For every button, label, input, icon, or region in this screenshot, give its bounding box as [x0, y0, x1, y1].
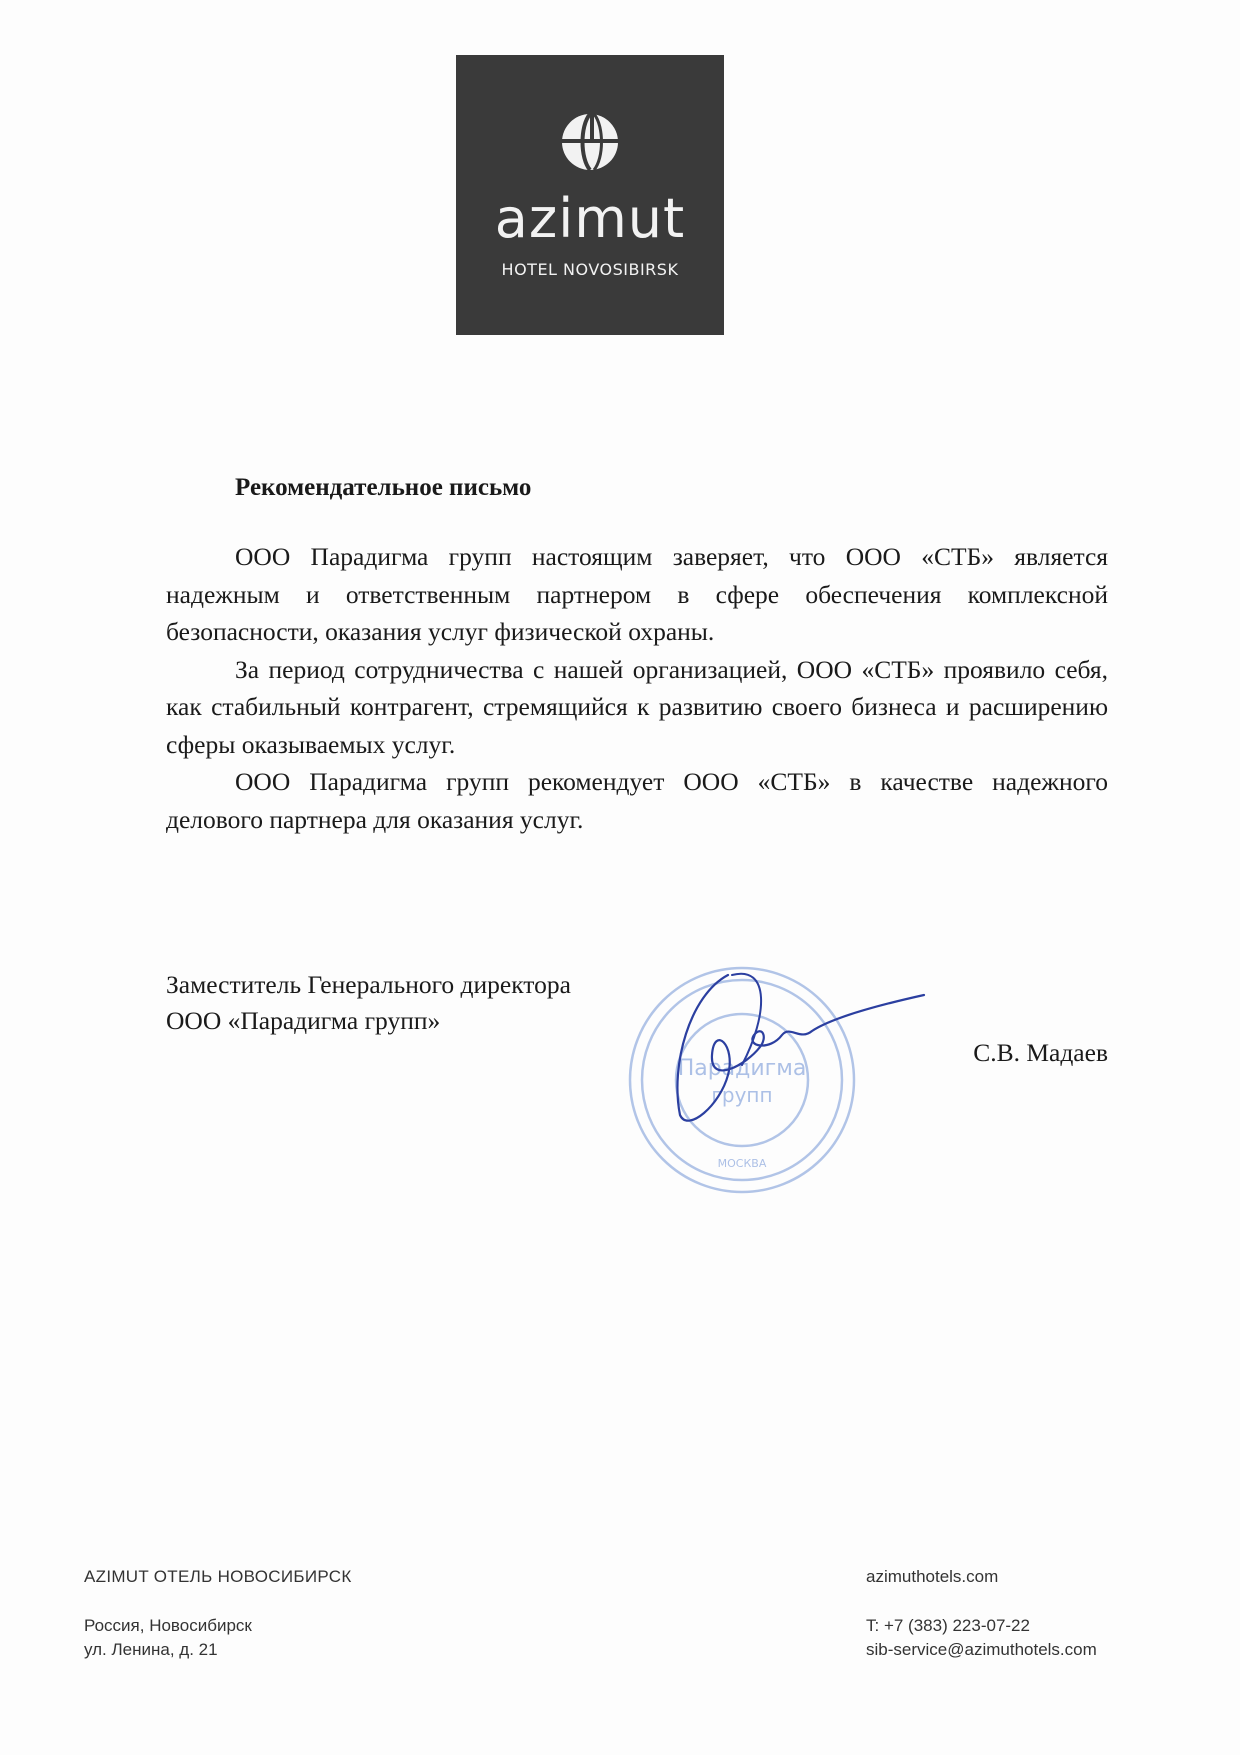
letter-title: Рекомендательное письмо	[235, 474, 532, 501]
footer-hotel-name: AZIMUT ОТЕЛЬ НОВОСИБИРСК	[84, 1567, 352, 1586]
footer-contacts	[866, 1614, 1097, 1662]
position-line: Заместитель Генерального директора	[166, 970, 571, 999]
phone-number[interactable]: T: +7 (383) 223-07-22	[866, 1616, 1030, 1635]
address-line: Россия, Новосибирск	[84, 1616, 252, 1635]
paragraph: За период сотрудничества с нашей организацией, ООО «СТБ» проявило себя, как стабильный контрагент, стремящийся к развитию своего бизнеса и расширению сферы оказываемых услуг.	[166, 654, 1108, 759]
letter-body	[166, 538, 1108, 838]
handwritten-signature	[650, 955, 930, 1135]
stamp-text-line1: Парадигма	[677, 1056, 807, 1081]
brand-subtitle: HOTEL NOVOSIBIRSK	[501, 260, 679, 279]
hotel-logo	[456, 55, 724, 335]
brand-name: azimut	[494, 187, 686, 250]
stamp-text-line2: групп	[711, 1083, 773, 1107]
email-link[interactable]: sib-service@azimuthotels.com	[866, 1640, 1097, 1659]
paragraph: ООО Парадигма групп настоящим заверяет, что ООО «СТБ» является надежным и ответственным партнером в сфере обеспечения комплексной безопасности, оказания услуг физической охраны.	[166, 542, 1108, 646]
company-line: ООО «Парадигма групп»	[166, 1006, 441, 1035]
globe-icon	[560, 112, 620, 172]
address-line: ул. Ленина, д. 21	[84, 1640, 218, 1659]
signatory-name: С.В. Мадаев	[973, 1038, 1108, 1067]
stamp-city: МОСКВА	[717, 1157, 767, 1170]
footer-website-link[interactable]: azimuthotels.com	[866, 1567, 999, 1586]
paragraph: ООО Парадигма групп рекомендует ООО «СТБ» в качестве надежного делового партнера для оказания услуг.	[166, 767, 1108, 834]
footer-address	[84, 1614, 252, 1662]
signatory-position	[166, 967, 571, 1039]
